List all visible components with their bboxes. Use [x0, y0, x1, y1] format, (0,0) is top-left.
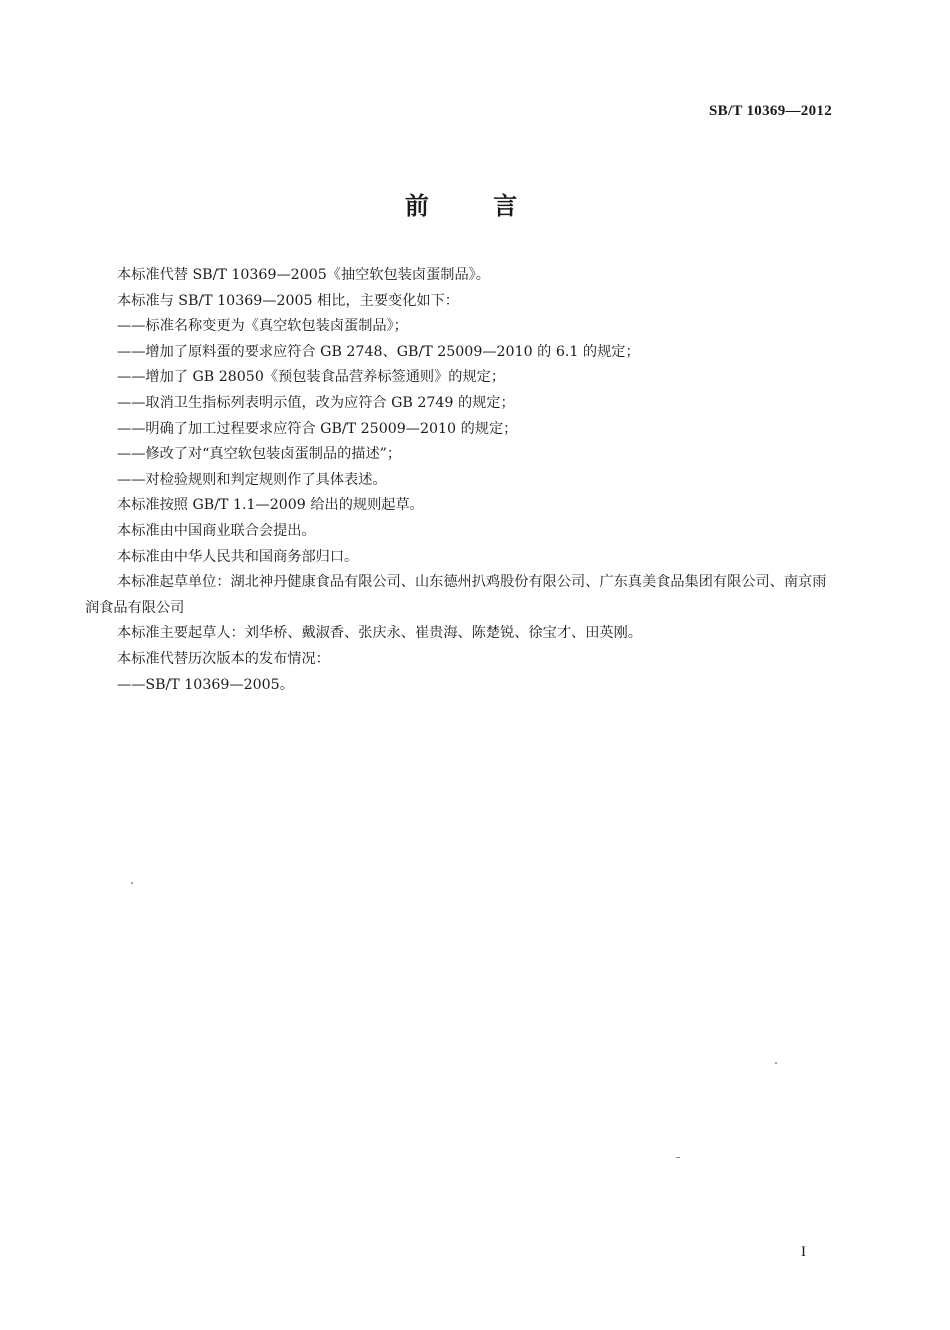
paragraph-drafting-units: 本标准起草单位：湖北神丹健康食品有限公司、山东德州扒鸡股份有限公司、广东真美食品集团有限公司、南京雨润食品有限公司 — [85, 574, 827, 616]
paragraph-replaces: 本标准代替 SB/T 10369—2005《抽空软包装卤蛋制品》。 — [117, 267, 490, 283]
list-item: ——取消卫生指标列表明示值，改为应符合 GB 2749 的规定； — [117, 394, 515, 411]
list-item: ——明确了加工过程要求应符合 GB/T 25009—2010 的规定； — [117, 420, 518, 437]
paragraph-drafting-rules: 本标准按照 GB/T 1.1—2009 给出的规则起草。 — [117, 497, 424, 514]
paragraph-centralized: 本标准由中华人民共和国商务部归口。 — [117, 548, 359, 565]
list-item: ——标准名称变更为《真空软包装卤蛋制品》； — [117, 318, 408, 335]
list-item: ——对检验规则和判定规则作了具体表述。 — [117, 471, 387, 488]
foreword-body — [85, 263, 835, 698]
paragraph-history-intro: 本标准代替历次版本的发布情况： — [117, 650, 330, 667]
list-item: ——增加了 GB 28050《预包装食品营养标签通则》的规定； — [117, 369, 506, 386]
paragraph-proposer: 本标准由中国商业联合会提出。 — [117, 522, 316, 539]
paragraph-drafters: 本标准主要起草人：刘华桥、戴淑香、张庆永、崔贵海、陈楚锐、徐宝才、田英刚。 — [117, 625, 642, 642]
list-item: ——增加了原料蛋的要求应符合 GB 2748、GB/T 25009—2010 的 6.1 的规定； — [117, 343, 640, 360]
scan-speck — [676, 1157, 680, 1158]
standard-code: SB/T 10369—2012 — [709, 103, 832, 119]
page-title: 前 言 — [404, 192, 546, 220]
scan-speck — [775, 1062, 777, 1064]
list-item: ——修改了对“真空软包装卤蛋制品的描述”； — [117, 446, 402, 463]
scan-speck — [131, 882, 133, 884]
page-number: I — [801, 1244, 806, 1260]
paragraph-changes-intro: 本标准与 SB/T 10369—2005 相比，主要变化如下： — [117, 292, 459, 309]
list-item: ——SB/T 10369—2005。 — [117, 676, 294, 693]
